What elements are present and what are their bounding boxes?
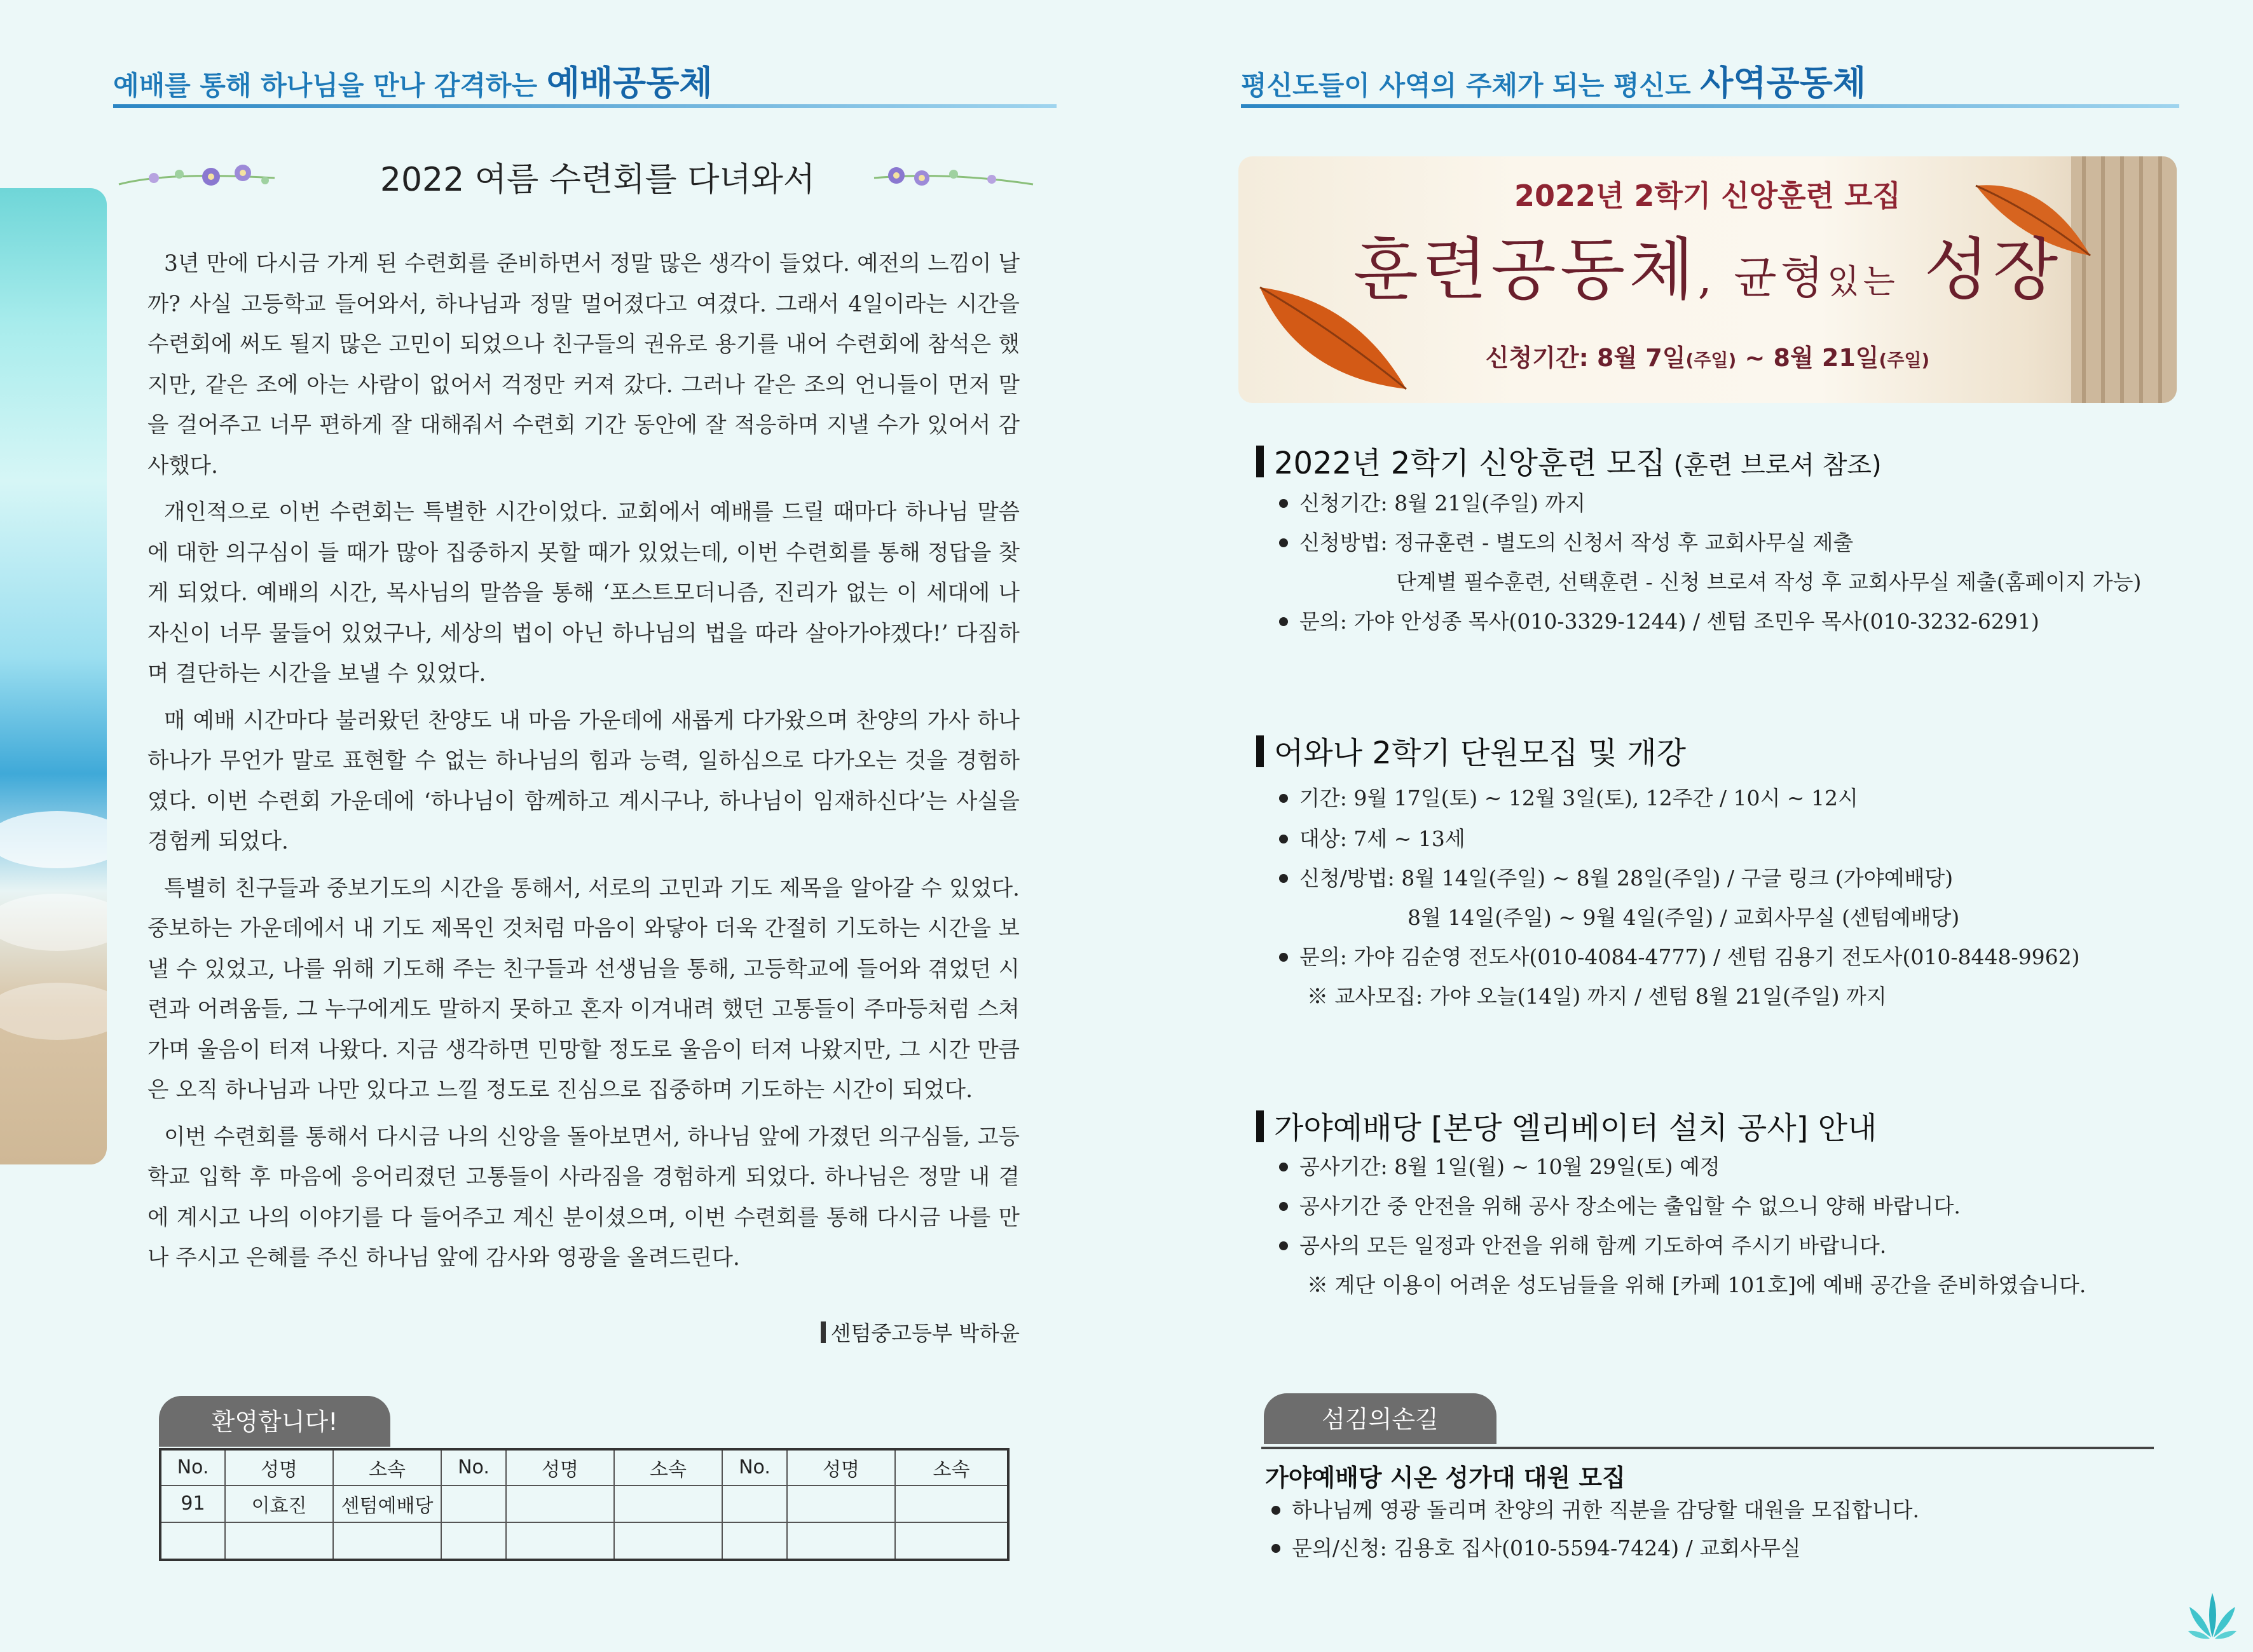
list-item (1396, 570, 2141, 595)
section-title (1256, 1103, 1877, 1147)
table-cell (614, 1485, 722, 1522)
col-header: 성명 (787, 1449, 895, 1485)
training-banner (1238, 156, 2177, 403)
list-item (1271, 1498, 1919, 1523)
bullet-icon (1279, 953, 1288, 962)
sea-decoration (0, 188, 107, 1164)
article-paragraph: 3년 만에 다시금 가게 된 수련회를 준비하면서 정말 많은 생각이 들었다. 예전의 느낌이 날까? 사실 고등학교 들어와서, 하나님과 정말 멀어졌다고 여겼다. 그래서 4일이라는 시간을 수련회에 써도 될지 많은 고민이 되었으나 친구들의 권유로 용기를 내어 수련회에 참석은 했지만, 같은 조에 아는 사람이 없어서 걱정만 커져 갔다. 그러나 같은 조의 언니들이 먼저 말을 걸어주고 너무 편하게 잘 대해줘서 수련회 기간 동안에 잘 적응하며 지낼 수가 있어서 감사했다. (147, 251, 1020, 479)
bullet-icon (1271, 1544, 1280, 1553)
article-paragraph: 이번 수련회를 통해서 다시금 나의 신앙을 돌아보면서, 하나님 앞에 가졌던 의구심들, 고등학교 입학 후 마음에 응어리졌던 고통들이 사라짐을 경험하게 되었다. 하나님은 정말 내 곁에 계시고 나의 이야기를 다 들어주고 계신 분이셨으며, 이번 수련회를 통해 다시금 나를 만나 주시고 은혜를 주신 하나님 앞에 감사와 영광을 올려드린다. (147, 1124, 1020, 1271)
list-item-text: 하나님께 영광 돌리며 찬양의 귀한 직분을 감당할 대원을 모집합니다. (1292, 1498, 1919, 1522)
list-item-text: 신청/방법: 8월 14일(주일) ~ 8월 28일(주일) / 구글 링크 (가야예배당) (1299, 866, 1954, 891)
list-item (1279, 609, 2039, 634)
list-item-text: ※ 교사모집: 가야 오늘(14일) 까지 / 센텀 8월 21일(주일) 까지 (1307, 984, 1887, 1009)
article-paragraph: 매 예배 시간마다 불러왔던 찬양도 내 마음 가운데에 새롭게 다가왔으며 찬양의 가사 하나 하나가 무언가 말로 표현할 수 없는 하나님의 힘과 능력, 일하심으로 다가오는 것을 경험하였다. 이번 수련회 가운데에 ‘하나님이 함께하고 계시구나, 하나님이 임재하신다’는 사실을 경험케 되었다. (147, 707, 1020, 854)
section-title-text: 어와나 2학기 단원모집 및 개강 (1274, 735, 1686, 771)
welcome-label: 환영합니다! (159, 1396, 390, 1447)
list-item-text: 8월 14일(주일) ~ 9월 4일(주일) / 교회사무실 (센텀예배당) (1407, 905, 1960, 930)
left-header-line (113, 104, 1057, 108)
flower-right-icon (871, 159, 1036, 197)
table-cell (225, 1522, 333, 1560)
bullet-icon (1279, 1241, 1288, 1250)
bullet-icon (1271, 1506, 1280, 1515)
section-title-text: 2022년 2학기 신앙훈련 모집 (1274, 446, 1666, 481)
list-item-text: 공사기간: 8월 1일(월) ~ 10월 29일(토) 예정 (1299, 1154, 1720, 1179)
table-row (160, 1485, 1008, 1522)
period-day1: (주일) (1685, 350, 1737, 371)
section-title-text: 가야예배당 [본당 엘리베이터 설치 공사] 안내 (1274, 1110, 1877, 1146)
bullet-icon (1279, 874, 1288, 883)
col-header: 성명 (506, 1449, 614, 1485)
table-cell (441, 1522, 506, 1560)
list-item (1279, 530, 1853, 556)
list-item (1271, 1536, 1801, 1561)
flower-left-icon (116, 159, 281, 197)
welcome-header-row (160, 1449, 1008, 1485)
bullet-icon (1279, 1202, 1288, 1211)
table-cell (895, 1485, 1008, 1522)
table-cell: 91 (160, 1485, 225, 1522)
section-title (1256, 728, 1686, 772)
list-item (1407, 905, 1959, 931)
col-header: No. (441, 1449, 506, 1485)
list-item-text: 기간: 9월 17일(토) ~ 12월 3일(토), 12주간 / 10시 ~ 12시 (1299, 786, 1858, 810)
col-header: No. (722, 1449, 787, 1485)
bullet-icon (1279, 499, 1288, 508)
bullet-icon (1279, 794, 1288, 803)
service-title: 가야예배당 시온 성가대 대원 모집 (1265, 1464, 1626, 1492)
table-cell (160, 1522, 225, 1560)
banner-main-part1: 훈련공동체 (1353, 231, 1698, 309)
leaf-logo-icon (2187, 1587, 2238, 1644)
period-label: 신청기간: 8월 7일 (1485, 344, 1686, 372)
list-item-text: ※ 계단 이용이 어려운 성도님들을 위해 [카페 101호]에 예배 공간을 준비하였습니다. (1307, 1273, 2086, 1297)
section-bar-icon (1256, 1110, 1264, 1142)
list-item (1279, 491, 1585, 516)
bullet-icon (1279, 617, 1288, 626)
list-item (1279, 1154, 1720, 1180)
left-header-small: 예배를 통해 하나님을 만나 감격하는 (113, 70, 547, 101)
col-header: 소속 (895, 1449, 1008, 1485)
list-item-text: 문의: 가야 김순영 전도사(010-4084-4777) / 센텀 김용기 전도사(010-8448-9962) (1299, 945, 2080, 969)
list-item (1279, 786, 1858, 811)
list-item (1279, 945, 2079, 970)
table-cell (722, 1522, 787, 1560)
list-item-text: 문의: 가야 안성종 목사(010-3329-1244) / 센텀 조민우 목사(010-3232-6291) (1299, 609, 2039, 634)
list-item-text: 신청방법: 정규훈련 - 별도의 신청서 작성 후 교회사무실 제출 (1299, 530, 1854, 555)
banner-period (1238, 338, 2177, 373)
section-title (1256, 439, 1882, 482)
list-item (1279, 1194, 1961, 1219)
list-item-text: 대상: 7세 ~ 13세 (1299, 826, 1465, 851)
table-cell (614, 1522, 722, 1560)
table-cell (787, 1522, 895, 1560)
banner-main-title (1238, 216, 2177, 313)
bullet-icon (1279, 538, 1288, 547)
list-item (1279, 866, 1953, 891)
list-item-text: 신청기간: 8월 21일(주일) 까지 (1299, 491, 1586, 515)
right-page-header (1241, 56, 1866, 102)
list-item (1307, 1273, 2086, 1298)
table-cell (506, 1485, 614, 1522)
col-header: No. (160, 1449, 225, 1485)
section-bar-icon (1256, 735, 1264, 767)
article-body (147, 244, 1020, 1285)
list-item (1279, 1233, 1886, 1259)
service-divider (1261, 1447, 2154, 1449)
table-cell: 이효진 (225, 1485, 333, 1522)
list-item-text: 공사기간 중 안전을 위해 공사 장소에는 출입할 수 없으니 양해 바랍니다. (1299, 1194, 1961, 1219)
list-item (1279, 826, 1465, 852)
banner-main-part3: 있는 (1827, 263, 1899, 301)
banner-subtitle: 2022년 2학기 신앙훈련 모집 (1514, 179, 1901, 213)
table-cell (506, 1522, 614, 1560)
right-header-small: 평신도들이 사역의 주체가 되는 평신도 (1241, 70, 1701, 101)
welcome-table (159, 1448, 1010, 1561)
left-page-header (113, 56, 713, 102)
list-item (1307, 984, 1887, 1009)
right-header-big: 사역공동체 (1700, 63, 1866, 103)
table-cell: 센텀예배당 (333, 1485, 441, 1522)
period-day2: (주일) (1879, 350, 1930, 371)
bullet-icon (1279, 835, 1288, 843)
bullet-icon (1279, 1163, 1288, 1171)
table-cell (333, 1522, 441, 1560)
period-mid: ~ 8월 21일 (1736, 344, 1879, 372)
table-cell (787, 1485, 895, 1522)
col-header: 성명 (225, 1449, 333, 1485)
table-cell (722, 1485, 787, 1522)
signature-bar-icon (821, 1321, 826, 1343)
article-title: 2022 여름 수련회를 다녀와서 (380, 161, 816, 199)
col-header: 소속 (333, 1449, 441, 1485)
left-header-big: 예배공동체 (546, 63, 713, 103)
signature-text: 센텀중고등부 박하윤 (830, 1321, 1020, 1346)
article-paragraph: 개인적으로 이번 수련회는 특별한 시간이었다. 교회에서 예배를 드릴 때마다 하나님 말씀에 대한 의구심이 들 때가 많아 집중하지 못할 때가 있었는데, 이번 수련회를 통해 정답을 찾게 되었다. 예배의 시간, 목사님의 말씀을 통해 ‘포스트모더니즘, 진리가 없는 이 세대에 나 자신이 너무 물들어 있었구나, 세상의 법이 아닌 하나님의 법을 따라 살아가야겠다!’ 다짐하며 결단하는 시간을 보낼 수 있었다. (147, 500, 1020, 686)
section-title-note: (훈련 브로셔 참조) (1665, 451, 1882, 480)
service-label: 섬김의손길 (1264, 1393, 1496, 1444)
list-item-text: 공사의 모든 일정과 안전을 위해 함께 기도하여 주시기 바랍니다. (1299, 1233, 1887, 1258)
banner-main-part4: 성장 (1898, 231, 2062, 309)
right-header-line (1241, 104, 2179, 108)
list-item-text: 단계별 필수훈련, 선택훈련 - 신청 브로셔 작성 후 교회사무실 제출(홈페이지 가능) (1396, 570, 2142, 594)
table-cell (895, 1522, 1008, 1560)
col-header: 소속 (614, 1449, 722, 1485)
list-item-text: 문의/신청: 김용호 집사(010-5594-7424) / 교회사무실 (1292, 1536, 1801, 1560)
banner-main-part2: , 균형 (1697, 252, 1828, 304)
table-row (160, 1522, 1008, 1560)
article-signature (812, 1317, 1020, 1347)
article-paragraph: 특별히 친구들과 중보기도의 시간을 통해서, 서로의 고민과 기도 제목을 알아갈 수 있었다. 중보하는 가운데에서 내 기도 제목인 것처럼 마음이 와닿아 더욱 간절히 기도하는 시간을 보낼 수 있었고, 나를 위해 기도해 주는 친구들과 선생님을 통해, 고등학교에 들어와 겪었던 시련과 어려움들, 그 누구에게도 말하지 못하고 혼자 이겨내려 했던 고통들이 주마등처럼 스쳐가며 울음이 터져 나왔다. 지금 생각하면 민망할 정도로 울음이 터져 나왔지만, 그 시간 만큼은 오직 하나님과 나만 있다고 느낄 정도로 진심으로 집중하며 기도하는 시간이 되었다. (147, 875, 1020, 1103)
table-cell (441, 1485, 506, 1522)
section-bar-icon (1256, 446, 1264, 477)
